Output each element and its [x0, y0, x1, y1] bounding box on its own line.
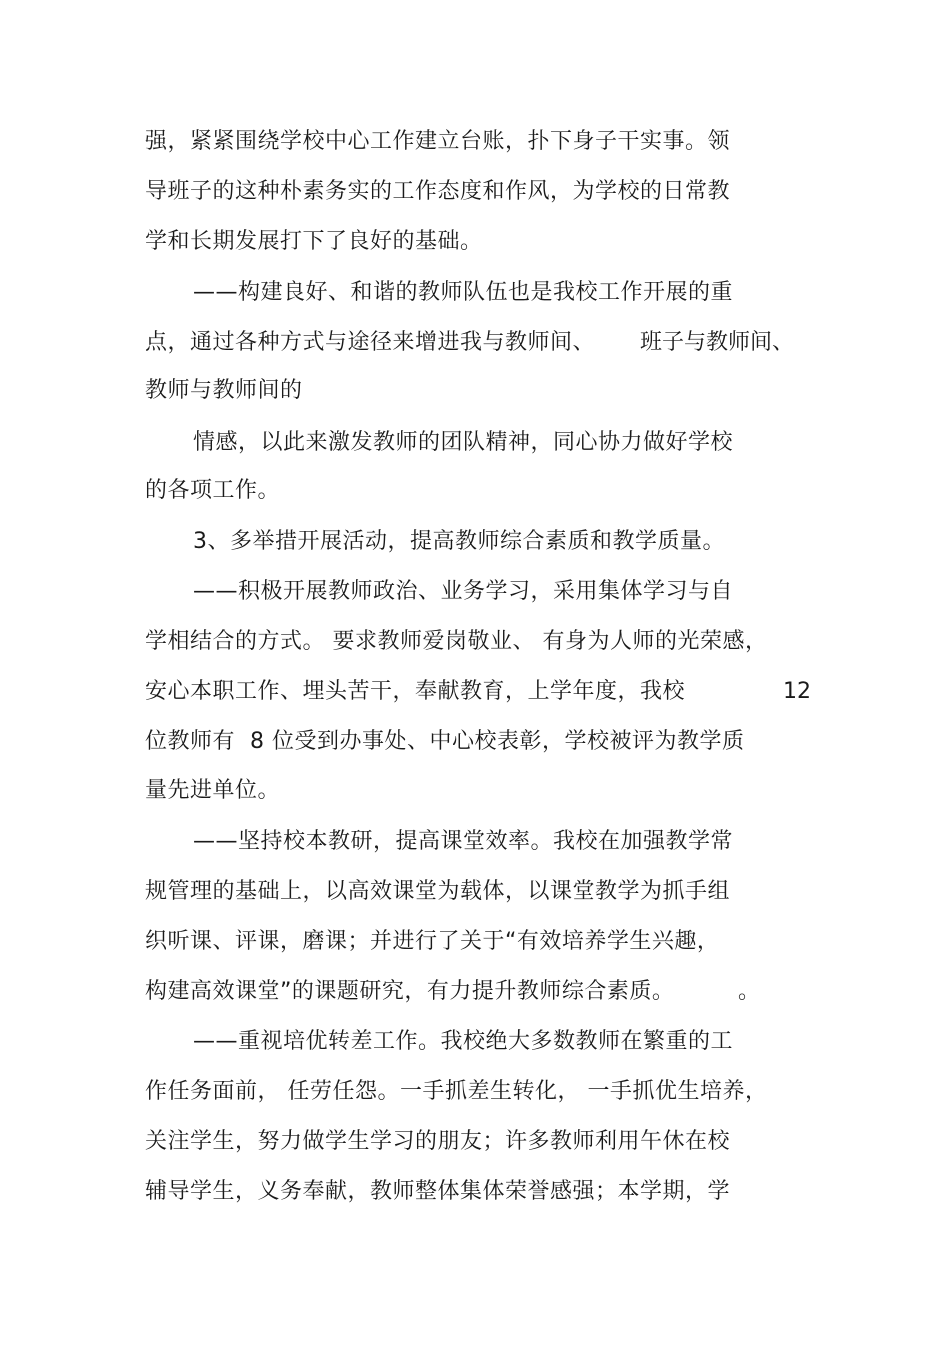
text-line: ——构建良好、和谐的教师队伍也是我校工作开展的重: [193, 280, 734, 305]
text-line: 织听课、评课，磨课；并进行了关于“有效培养学生兴趣，: [145, 929, 720, 954]
text-line: 作任务面前， 任劳任怨。一手抓差生转化， 一手抓优生培养，: [145, 1079, 768, 1104]
text-line: 辅导学生，义务奉献，教师整体集体荣誉感强；本学期，学: [145, 1179, 731, 1204]
text-line: 导班子的这种朴素务实的工作态度和作风，为学校的日常教: [145, 179, 731, 204]
text-line: 安心本职工作、埋头苦干，奉献教育，上学年度，我校: [145, 679, 686, 704]
text-line: 构建高效课堂”的课题研究，有力提升教师综合素质。: [145, 979, 675, 1004]
text-line: 强，紧紧围绕学校中心工作建立台账，扑下身子干实事。领: [145, 129, 731, 154]
text-line: 关注学生，努力做学生学习的朋友；许多教师利用午休在校: [145, 1129, 731, 1154]
text-line: 的各项工作。: [145, 478, 281, 503]
text-line: 教师与教师间的: [145, 378, 303, 403]
text-line: 点，通过各种方式与途径来增进我与教师间、: [145, 330, 596, 355]
text-line: ——坚持校本教研，提高课堂效率。我校在加强教学常: [193, 829, 734, 854]
text-line: 情感，以此来激发教师的团队精神，同心协力做好学校: [193, 430, 734, 455]
text-line: ——重视培优转差工作。我校绝大多数教师在繁重的工: [193, 1029, 734, 1054]
text-line: 。: [738, 979, 761, 1004]
text-line: 3、多举措开展活动，提高教师综合素质和教学质量。: [193, 529, 725, 554]
text-line: 量先进单位。: [145, 778, 281, 803]
text-line: 位教师有 8 位受到办事处、中心校表彰，学校被评为教学质: [145, 729, 745, 754]
text-line: 学和长期发展打下了良好的基础。: [145, 229, 483, 254]
text-line: 班子与教师间、: [640, 330, 795, 355]
text-line: ——积极开展教师政治、业务学习，采用集体学习与自: [193, 579, 734, 604]
text-line: 规管理的基础上，以高效课堂为载体，以课堂教学为抓手组: [145, 879, 731, 904]
text-line: 12: [783, 679, 811, 704]
text-line: 学相结合的方式。 要求教师爱岗敬业、 有身为人师的光荣感，: [145, 629, 768, 654]
